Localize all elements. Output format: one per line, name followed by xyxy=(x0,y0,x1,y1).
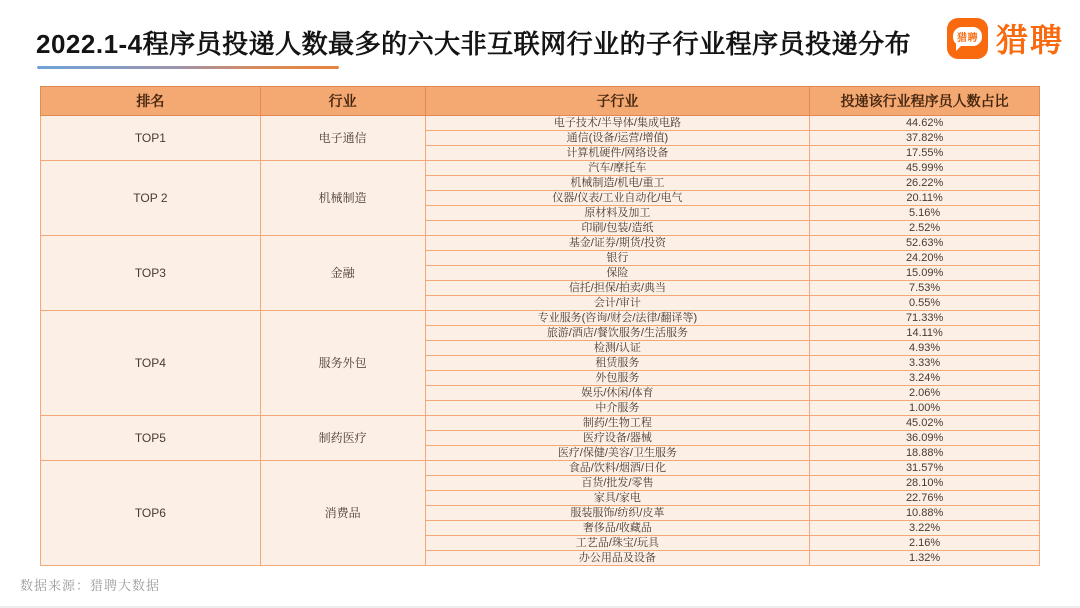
data-table xyxy=(40,86,1040,566)
rank-cell: TOP 2 xyxy=(41,161,261,236)
percentage-cell: 7.53% xyxy=(810,281,1040,296)
percentage-cell: 1.32% xyxy=(810,551,1040,566)
subindustry-cell: 租赁服务 xyxy=(425,356,810,371)
rank-cell: TOP6 xyxy=(41,461,261,566)
industry-cell: 消费品 xyxy=(260,461,425,566)
percentage-cell: 18.88% xyxy=(810,446,1040,461)
industry-cell: 机械制造 xyxy=(260,161,425,236)
page-title: 2022.1-4程序员投递人数最多的六大非互联网行业的子行业程序员投递分布 xyxy=(36,29,912,59)
liepin-logo xyxy=(947,15,1064,61)
subindustry-cell: 会计/审计 xyxy=(425,296,810,311)
logo-bubble-text: 猎聘 xyxy=(956,32,978,44)
industry-cell: 金融 xyxy=(260,236,425,311)
subindustry-cell: 保险 xyxy=(425,266,810,281)
percentage-cell: 24.20% xyxy=(810,251,1040,266)
subindustry-cell: 食品/饮料/烟酒/日化 xyxy=(425,461,810,476)
percentage-cell: 2.16% xyxy=(810,536,1040,551)
table-row xyxy=(41,416,1040,431)
data-source-note: 数据来源：猎聘大数据 xyxy=(20,578,161,593)
percentage-cell: 2.52% xyxy=(810,221,1040,236)
rank-cell: TOP1 xyxy=(41,116,261,161)
table-row xyxy=(41,236,1040,251)
table-row xyxy=(41,461,1040,476)
table-row xyxy=(41,161,1040,176)
logo-wordmark: 猎聘 xyxy=(995,22,1064,58)
subindustry-cell: 中介服务 xyxy=(425,401,810,416)
table-row xyxy=(41,116,1040,131)
subindustry-cell: 通信(设备/运营/增值) xyxy=(425,131,810,146)
subindustry-cell: 办公用品及设备 xyxy=(425,551,810,566)
percentage-cell: 45.99% xyxy=(810,161,1040,176)
subindustry-cell: 基金/证券/期货/投资 xyxy=(425,236,810,251)
column-header-percentage: 投递该行业程序员人数占比 xyxy=(810,87,1040,116)
subindustry-cell: 娱乐/休闲/体育 xyxy=(425,386,810,401)
industry-cell: 服务外包 xyxy=(260,311,425,416)
table-row xyxy=(41,311,1040,326)
percentage-cell: 0.55% xyxy=(810,296,1040,311)
percentage-cell: 14.11% xyxy=(810,326,1040,341)
subindustry-cell: 专业服务(咨询/财会/法律/翻译等) xyxy=(425,311,810,326)
percentage-cell: 71.33% xyxy=(810,311,1040,326)
subindustry-cell: 原材料及加工 xyxy=(425,206,810,221)
subindustry-cell: 医疗设备/器械 xyxy=(425,431,810,446)
subindustry-cell: 检测/认证 xyxy=(425,341,810,356)
percentage-cell: 37.82% xyxy=(810,131,1040,146)
liepin-logo-icon xyxy=(947,18,988,59)
column-header-subindustry: 子行业 xyxy=(425,87,810,116)
percentage-cell: 1.00% xyxy=(810,401,1040,416)
percentage-cell: 26.22% xyxy=(810,176,1040,191)
percentage-cell: 22.76% xyxy=(810,491,1040,506)
table-container xyxy=(40,86,1040,566)
percentage-cell: 20.11% xyxy=(810,191,1040,206)
subindustry-cell: 百货/批发/零售 xyxy=(425,476,810,491)
industry-cell: 电子通信 xyxy=(260,116,425,161)
subindustry-cell: 信托/担保/拍卖/典当 xyxy=(425,281,810,296)
subindustry-cell: 旅游/酒店/餐饮服务/生活服务 xyxy=(425,326,810,341)
subindustry-cell: 工艺品/珠宝/玩具 xyxy=(425,536,810,551)
subindustry-cell: 计算机硬件/网络设备 xyxy=(425,146,810,161)
percentage-cell: 17.55% xyxy=(810,146,1040,161)
table-header xyxy=(41,87,1040,116)
subindustry-cell: 银行 xyxy=(425,251,810,266)
percentage-cell: 4.93% xyxy=(810,341,1040,356)
subindustry-cell: 汽车/摩托车 xyxy=(425,161,810,176)
industry-cell: 制药医疗 xyxy=(260,416,425,461)
header-row xyxy=(41,87,1040,116)
percentage-cell: 3.22% xyxy=(810,521,1040,536)
percentage-cell: 5.16% xyxy=(810,206,1040,221)
percentage-cell: 45.02% xyxy=(810,416,1040,431)
subindustry-cell: 医疗/保健/美容/卫生服务 xyxy=(425,446,810,461)
subindustry-cell: 外包服务 xyxy=(425,371,810,386)
percentage-cell: 36.09% xyxy=(810,431,1040,446)
percentage-cell: 44.62% xyxy=(810,116,1040,131)
table-body xyxy=(41,116,1040,566)
subindustry-cell: 电子技术/半导体/集成电路 xyxy=(425,116,810,131)
subindustry-cell: 仪器/仪表/工业自动化/电气 xyxy=(425,191,810,206)
percentage-cell: 10.88% xyxy=(810,506,1040,521)
rank-cell: TOP4 xyxy=(41,311,261,416)
column-header-rank: 排名 xyxy=(41,87,261,116)
title-underline xyxy=(37,66,339,69)
subindustry-cell: 家具/家电 xyxy=(425,491,810,506)
rank-cell: TOP3 xyxy=(41,236,261,311)
subindustry-cell: 奢侈品/收藏品 xyxy=(425,521,810,536)
subindustry-cell: 印刷/包装/造纸 xyxy=(425,221,810,236)
subindustry-cell: 制药/生物工程 xyxy=(425,416,810,431)
column-header-industry: 行业 xyxy=(260,87,425,116)
rank-cell: TOP5 xyxy=(41,416,261,461)
subindustry-cell: 服装服饰/纺织/皮革 xyxy=(425,506,810,521)
percentage-cell: 52.63% xyxy=(810,236,1040,251)
subindustry-cell: 机械制造/机电/重工 xyxy=(425,176,810,191)
percentage-cell: 15.09% xyxy=(810,266,1040,281)
percentage-cell: 3.33% xyxy=(810,356,1040,371)
percentage-cell: 2.06% xyxy=(810,386,1040,401)
percentage-cell: 3.24% xyxy=(810,371,1040,386)
speech-bubble-icon xyxy=(953,27,982,46)
percentage-cell: 31.57% xyxy=(810,461,1040,476)
percentage-cell: 28.10% xyxy=(810,476,1040,491)
